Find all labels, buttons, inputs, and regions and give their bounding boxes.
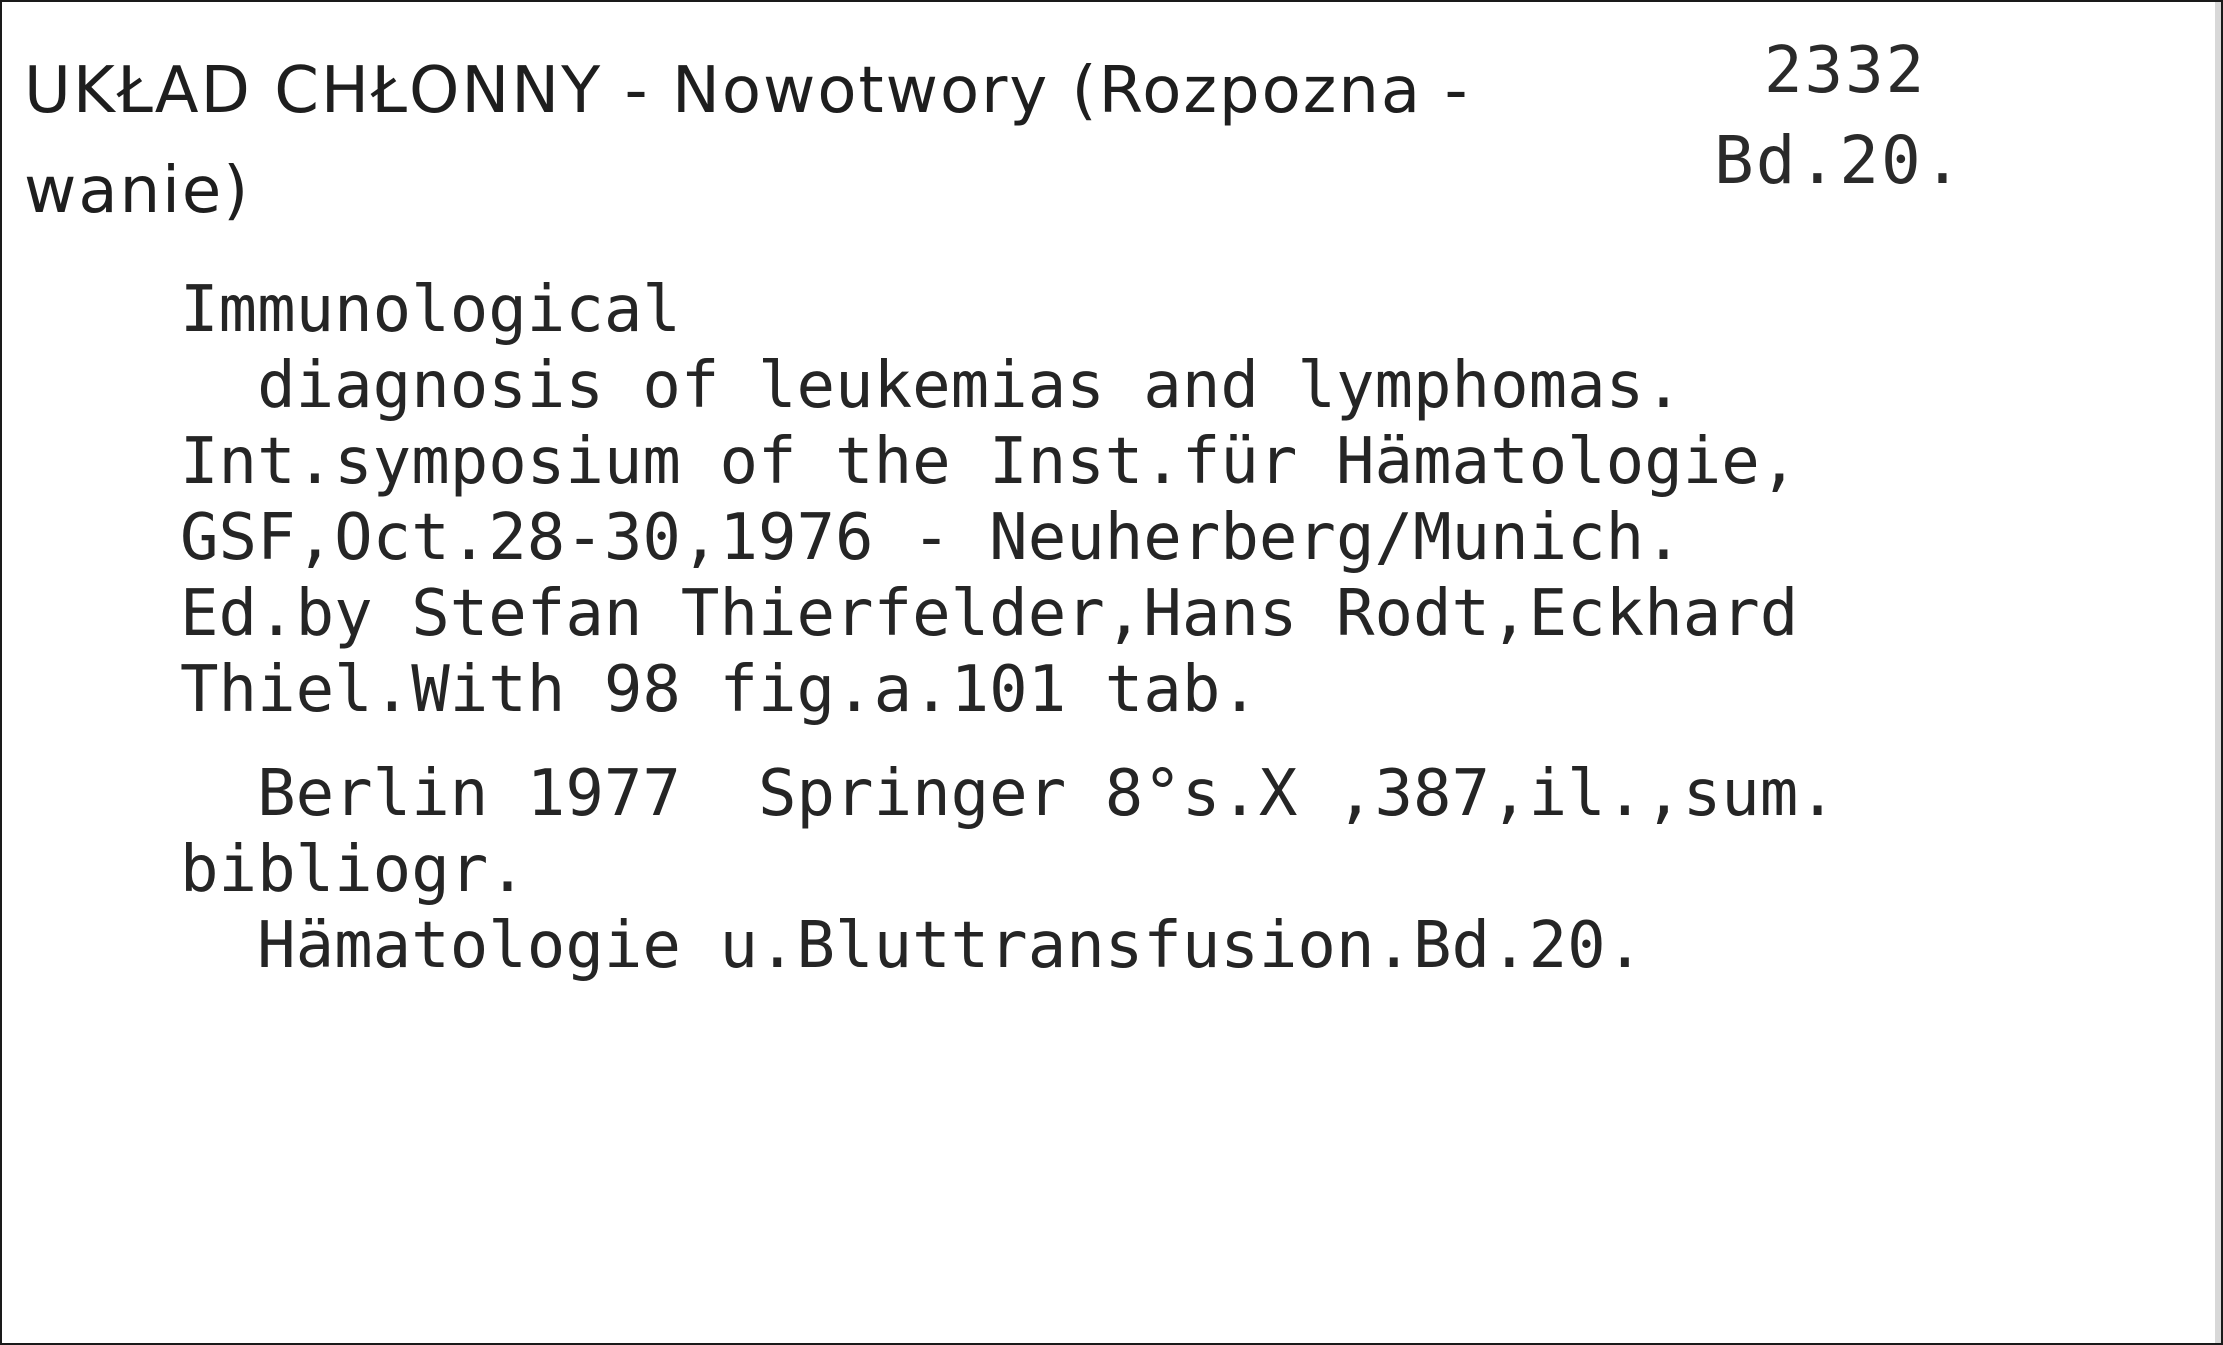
paragraph-gap xyxy=(180,728,1837,756)
card-edge-shadow xyxy=(2215,2,2221,1343)
title-line: diagnosis of leukemias and lymphomas. xyxy=(180,349,1683,423)
bibliographic-entry xyxy=(180,272,1837,984)
title-line: Immunological xyxy=(180,273,681,347)
illustrations-line: Thiel.With 98 fig.a.101 tab. xyxy=(180,653,1259,727)
editors-line: Ed.by Stefan Thierfelder,Hans Rodt,Eckhard xyxy=(180,577,1799,651)
imprint-line: Berlin 1977 Springer 8°s.X ,387,il.,sum. xyxy=(180,757,1837,831)
series-line: Hämatologie u.Bluttransfusion.Bd.20. xyxy=(180,909,1645,983)
subject-heading: UKŁAD CHŁONNY - Nowotwory (Rozpozna - xyxy=(24,54,1470,128)
shelfmark-number: 2332 xyxy=(1764,34,1927,108)
shelfmark-volume: Bd.20. xyxy=(1714,122,1965,199)
imprint-line: bibliogr. xyxy=(180,833,527,907)
conference-line: GSF,Oct.28-30,1976 - Neuherberg/Munich. xyxy=(180,501,1683,575)
conference-line: Int.symposium of the Inst.für Hämatologie, xyxy=(180,425,1799,499)
subject-heading-continuation: wanie) xyxy=(24,154,251,228)
